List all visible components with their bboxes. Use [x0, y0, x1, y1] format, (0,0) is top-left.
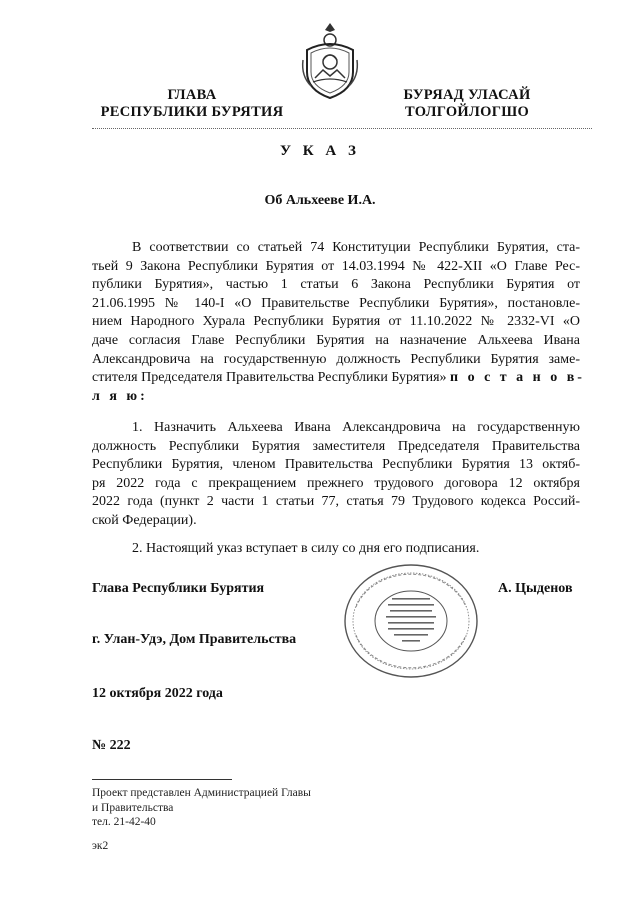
document-type: У К А З: [280, 143, 360, 159]
document-code: эк2: [92, 840, 109, 852]
coat-of-arms-emblem: [299, 20, 361, 102]
header-left-line-2: РЕСПУБЛИКИ БУРЯТИЯ: [100, 104, 284, 120]
footnote-divider: [92, 779, 232, 780]
footnote: [92, 786, 311, 830]
item1-line: Республики Бурятия, членом Правительства Республики Бурятия 13 октяб-: [92, 457, 580, 473]
document-title: Об Альхееве И.А.: [264, 193, 376, 208]
decree-number: № 222: [92, 738, 131, 753]
preamble-line: 21.06.1995 № 140-I «О Правительстве Республики Бурятия», постановле-: [92, 295, 580, 311]
preamble-line: даче согласия Главе Республики Бурятия на назначение Альхеева Ивана: [92, 332, 580, 348]
item1-line: 2022 года (пункт 2 части 1 статьи 77, статья 79 Трудового кодекса Россий-: [92, 494, 580, 510]
header-left: [92, 87, 292, 121]
preamble-line: л я ю:: [92, 388, 148, 404]
signing-place: г. Улан-Удэ, Дом Правительства: [92, 632, 297, 647]
official-stamp: [342, 562, 480, 680]
preamble-line: Александровича на государственную должность Республики Бурятия заме-: [92, 351, 580, 367]
footnote-line: тел. 21-42-40: [92, 816, 156, 828]
header-right-line-2: ТОЛГОЙЛОГШО: [404, 104, 530, 120]
signatory-position: Глава Республики Бурятия: [92, 581, 265, 596]
item1-line: 1. Назначить Альхеева Ивана Александровича на государственную: [132, 420, 580, 435]
resolve-word: п о с т а н о в-: [450, 370, 585, 386]
header-right: [392, 87, 542, 121]
item2-line: 2. Настоящий указ вступает в силу со дня его подписания.: [132, 541, 480, 556]
decree-item-2: [92, 540, 580, 559]
preamble-line: тьей 9 Закона Республики Бурятия от 14.03.1994 № 422-XII «О Главе Рес-: [92, 258, 580, 274]
header-divider: [92, 128, 592, 129]
header-right-line-1: БУРЯАД УЛАСАЙ: [403, 87, 531, 103]
item1-line: ской Федерации).: [92, 512, 197, 528]
preamble-line: В соответствии со статьей 74 Конституции Республики Бурятия, ста-: [132, 240, 580, 255]
preamble-line: [92, 369, 585, 388]
item1-line: ря 2022 года с прекращением прежнего трудового договора 12 октября: [92, 475, 580, 491]
signing-date: 12 октября 2022 года: [92, 686, 223, 701]
header-left-line-1: ГЛАВА: [167, 87, 217, 103]
preamble-paragraph: [92, 239, 585, 406]
preamble-line: нием Народного Хурала Республики Бурятия от 11.10.2022 № 2332-VI «О: [92, 314, 580, 330]
signatory-name: А. Цыденов: [498, 581, 573, 596]
preamble-line-text: стителя Председателя Правительства Республики Бурятия»: [92, 370, 447, 386]
preamble-line: публики Бурятия», частью 1 статьи 6 Закона Республики Бурятия от: [92, 277, 580, 293]
item1-line: должность Республики Бурятия заместителя Председателя Правительства: [92, 438, 580, 454]
footnote-line: Проект представлен Администрацией Главы: [92, 787, 311, 799]
footnote-line: и Правительства: [92, 801, 174, 814]
decree-item-1: [92, 419, 580, 531]
